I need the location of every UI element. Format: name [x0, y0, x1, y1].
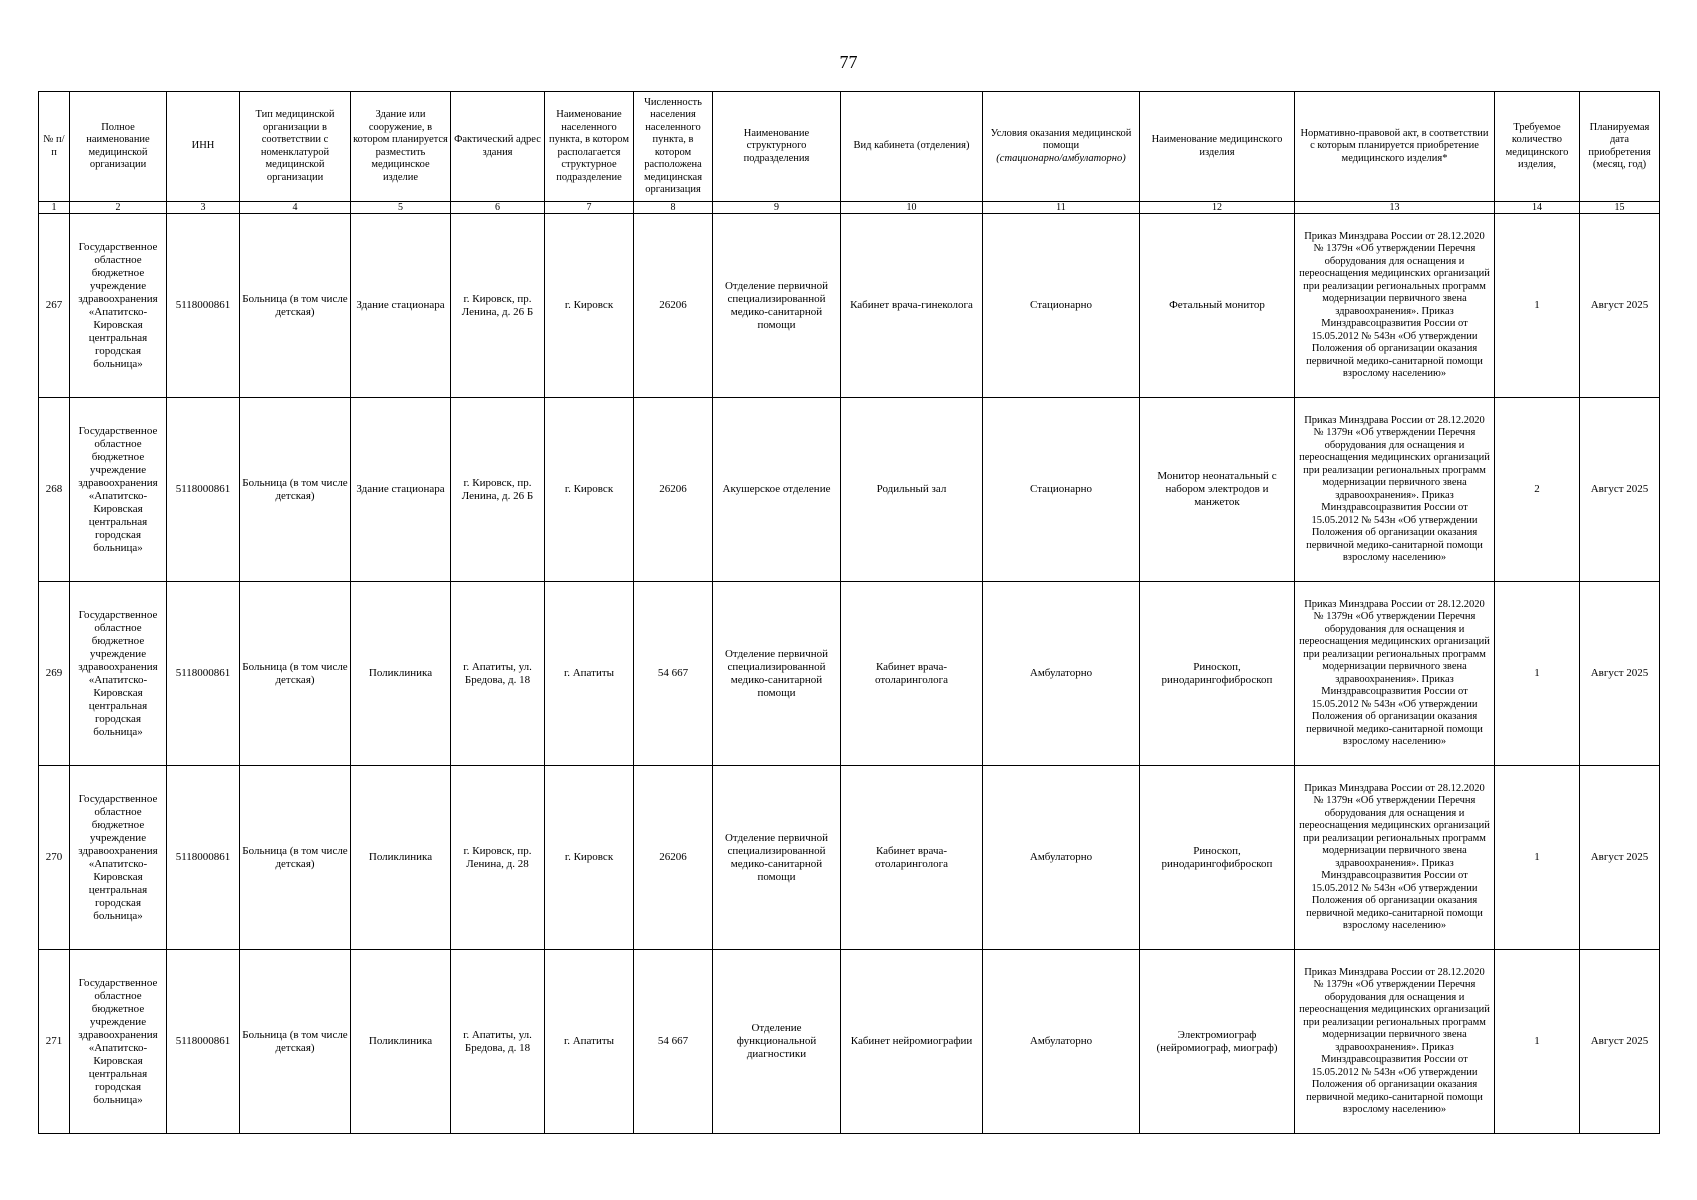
- room-type: Кабинет врача-гинеколога: [841, 214, 983, 398]
- legal-act: Приказ Минздрава России от 28.12.2020 № 1379н «Об утверждении Перечня оборудования для оснащения и переоснащения медицинских организаций при реализации региональных программ модернизации первичного звена здравоохранения». Приказ Минздравсоцразвития России от 15.05.2012 № 543н «Об утверждении Положения об организации оказания первичной медико-санитарной помощи взрослому населению»: [1295, 214, 1495, 398]
- row-number: 269: [39, 582, 70, 766]
- column-number: 4: [240, 202, 351, 214]
- device-name: Риноскоп, ринодарингофиброскоп: [1140, 766, 1295, 950]
- room-type: Родильный зал: [841, 398, 983, 582]
- header-cell: Численность населения населенного пункта, в котором расположена медицинская организация: [634, 92, 713, 202]
- division: Отделение первичной специализированной медико-санитарной помощи: [713, 214, 841, 398]
- population: 54 667: [634, 582, 713, 766]
- column-number: 10: [841, 202, 983, 214]
- row-number: 271: [39, 950, 70, 1134]
- column-number: 8: [634, 202, 713, 214]
- inn: 5118000861: [167, 214, 240, 398]
- header-row: [39, 92, 1660, 202]
- column-number: 12: [1140, 202, 1295, 214]
- equipment-table: [38, 91, 1660, 1134]
- device-name: Фетальный монитор: [1140, 214, 1295, 398]
- header-cell: Полное наименование медицинской организации: [70, 92, 167, 202]
- quantity: 1: [1495, 950, 1580, 1134]
- room-type: Кабинет врача-отоларинголога: [841, 766, 983, 950]
- division: Отделение функциональной диагностики: [713, 950, 841, 1134]
- quantity: 1: [1495, 766, 1580, 950]
- row-number: 267: [39, 214, 70, 398]
- care-conditions: Амбулаторно: [983, 950, 1140, 1134]
- quantity: 1: [1495, 582, 1580, 766]
- locality: г. Кировск: [545, 766, 634, 950]
- header-cell: Наименование структурного подразделения: [713, 92, 841, 202]
- organization-name: Государственное областное бюджетное учреждение здравоохранения «Апатитско-Кировская центральная городская больница»: [70, 398, 167, 582]
- address: г. Кировск, пр. Ленина, д. 26 Б: [451, 214, 545, 398]
- legal-act: Приказ Минздрава России от 28.12.2020 № 1379н «Об утверждении Перечня оборудования для оснащения и переоснащения медицинских организаций при реализации региональных программ модернизации первичного звена здравоохранения». Приказ Минздравсоцразвития России от 15.05.2012 № 543н «Об утверждении Положения об организации оказания первичной медико-санитарной помощи взрослому населению»: [1295, 766, 1495, 950]
- building: Здание стационара: [351, 214, 451, 398]
- table-row: [39, 582, 1660, 766]
- population: 26206: [634, 766, 713, 950]
- header-conditions-note: (стационарно/амбулаторно): [996, 152, 1126, 164]
- quantity: 2: [1495, 398, 1580, 582]
- inn: 5118000861: [167, 398, 240, 582]
- care-conditions: Стационарно: [983, 214, 1140, 398]
- building: Поликлиника: [351, 766, 451, 950]
- table-row: [39, 214, 1660, 398]
- building: Поликлиника: [351, 950, 451, 1134]
- purchase-date: Август 2025: [1580, 582, 1660, 766]
- population: 26206: [634, 214, 713, 398]
- header-conditions-label: Условия оказания медицинской помощи: [990, 127, 1132, 152]
- care-conditions: Стационарно: [983, 398, 1140, 582]
- column-number: 3: [167, 202, 240, 214]
- population: 26206: [634, 398, 713, 582]
- column-number: 1: [39, 202, 70, 214]
- locality: г. Кировск: [545, 214, 634, 398]
- header-cell: Требуемое количество медицинского изделия,: [1495, 92, 1580, 202]
- header-cell: № п/п: [39, 92, 70, 202]
- column-number: 14: [1495, 202, 1580, 214]
- column-number: 15: [1580, 202, 1660, 214]
- column-number: 2: [70, 202, 167, 214]
- division: Отделение первичной специализированной медико-санитарной помощи: [713, 766, 841, 950]
- page-number: 77: [839, 52, 858, 72]
- organization-name: Государственное областное бюджетное учреждение здравоохранения «Апатитско-Кировская центральная городская больница»: [70, 950, 167, 1134]
- organization-name: Государственное областное бюджетное учреждение здравоохранения «Апатитско-Кировская центральная городская больница»: [70, 582, 167, 766]
- column-number: 11: [983, 202, 1140, 214]
- locality: г. Кировск: [545, 398, 634, 582]
- purchase-date: Август 2025: [1580, 950, 1660, 1134]
- building: Здание стационара: [351, 398, 451, 582]
- table-row: [39, 398, 1660, 582]
- address: г. Апатиты, ул. Бредова, д. 18: [451, 582, 545, 766]
- device-name: Риноскоп, ринодарингофиброскоп: [1140, 582, 1295, 766]
- header-cell: Вид кабинета (отделения): [841, 92, 983, 202]
- organization-name: Государственное областное бюджетное учреждение здравоохранения «Апатитско-Кировская центральная городская больница»: [70, 214, 167, 398]
- header-cell: Нормативно-правовой акт, в соответствии с которым планируется приобретение медицинского изделия*: [1295, 92, 1495, 202]
- legal-act: Приказ Минздрава России от 28.12.2020 № 1379н «Об утверждении Перечня оборудования для оснащения и переоснащения медицинских организаций при реализации региональных программ модернизации первичного звена здравоохранения». Приказ Минздравсоцразвития России от 15.05.2012 № 543н «Об утверждении Положения об организации оказания первичной медико-санитарной помощи взрослому населению»: [1295, 398, 1495, 582]
- legal-act: Приказ Минздрава России от 28.12.2020 № 1379н «Об утверждении Перечня оборудования для оснащения и переоснащения медицинских организаций при реализации региональных программ модернизации первичного звена здравоохранения». Приказ Минздравсоцразвития России от 15.05.2012 № 543н «Об утверждении Положения об организации оказания первичной медико-санитарной помощи взрослому населению»: [1295, 950, 1495, 1134]
- room-type: Кабинет нейромиографии: [841, 950, 983, 1134]
- header-cell: ИНН: [167, 92, 240, 202]
- legal-act: Приказ Минздрава России от 28.12.2020 № 1379н «Об утверждении Перечня оборудования для оснащения и переоснащения медицинских организаций при реализации региональных программ модернизации первичного звена здравоохранения». Приказ Минздравсоцразвития России от 15.05.2012 № 543н «Об утверждении Положения об организации оказания первичной медико-санитарной помощи взрослому населению»: [1295, 582, 1495, 766]
- population: 54 667: [634, 950, 713, 1134]
- organization-type: Больница (в том числе детская): [240, 582, 351, 766]
- room-type: Кабинет врача-отоларинголога: [841, 582, 983, 766]
- header-cell: Здание или сооружение, в котором планируется разместить медицинское изделие: [351, 92, 451, 202]
- building: Поликлиника: [351, 582, 451, 766]
- header-cell: Фактический адрес здания: [451, 92, 545, 202]
- column-number: 6: [451, 202, 545, 214]
- column-number: 9: [713, 202, 841, 214]
- column-number: 5: [351, 202, 451, 214]
- inn: 5118000861: [167, 950, 240, 1134]
- table-row: [39, 766, 1660, 950]
- purchase-date: Август 2025: [1580, 214, 1660, 398]
- header-cell: Наименование медицинского изделия: [1140, 92, 1295, 202]
- care-conditions: Амбулаторно: [983, 582, 1140, 766]
- row-number: 270: [39, 766, 70, 950]
- row-number: 268: [39, 398, 70, 582]
- header-cell: Планируемая дата приобретения (месяц, год): [1580, 92, 1660, 202]
- header-cell: Тип медицинской организации в соответствии с номенклатурой медицинской организации: [240, 92, 351, 202]
- organization-name: Государственное областное бюджетное учреждение здравоохранения «Апатитско-Кировская центральная городская больница»: [70, 766, 167, 950]
- inn: 5118000861: [167, 766, 240, 950]
- care-conditions: Амбулаторно: [983, 766, 1140, 950]
- address: г. Апатиты, ул. Бредова, д. 18: [451, 950, 545, 1134]
- organization-type: Больница (в том числе детская): [240, 766, 351, 950]
- division: Отделение первичной специализированной медико-санитарной помощи: [713, 582, 841, 766]
- division: Акушерское отделение: [713, 398, 841, 582]
- inn: 5118000861: [167, 582, 240, 766]
- column-number-row: [39, 202, 1660, 214]
- locality: г. Апатиты: [545, 950, 634, 1134]
- address: г. Кировск, пр. Ленина, д. 26 Б: [451, 398, 545, 582]
- purchase-date: Август 2025: [1580, 766, 1660, 950]
- purchase-date: Август 2025: [1580, 398, 1660, 582]
- organization-type: Больница (в том числе детская): [240, 950, 351, 1134]
- organization-type: Больница (в том числе детская): [240, 398, 351, 582]
- quantity: 1: [1495, 214, 1580, 398]
- column-number: 7: [545, 202, 634, 214]
- device-name: Электромиограф (нейромиограф, миограф): [1140, 950, 1295, 1134]
- organization-type: Больница (в том числе детская): [240, 214, 351, 398]
- table-row: [39, 950, 1660, 1134]
- device-name: Монитор неонатальный с набором электродов и манжеток: [1140, 398, 1295, 582]
- column-number: 13: [1295, 202, 1495, 214]
- header-cell-conditions: [983, 92, 1140, 202]
- locality: г. Апатиты: [545, 582, 634, 766]
- header-cell: Наименование населенного пункта, в котором располагается структурное подразделение: [545, 92, 634, 202]
- address: г. Кировск, пр. Ленина, д. 28: [451, 766, 545, 950]
